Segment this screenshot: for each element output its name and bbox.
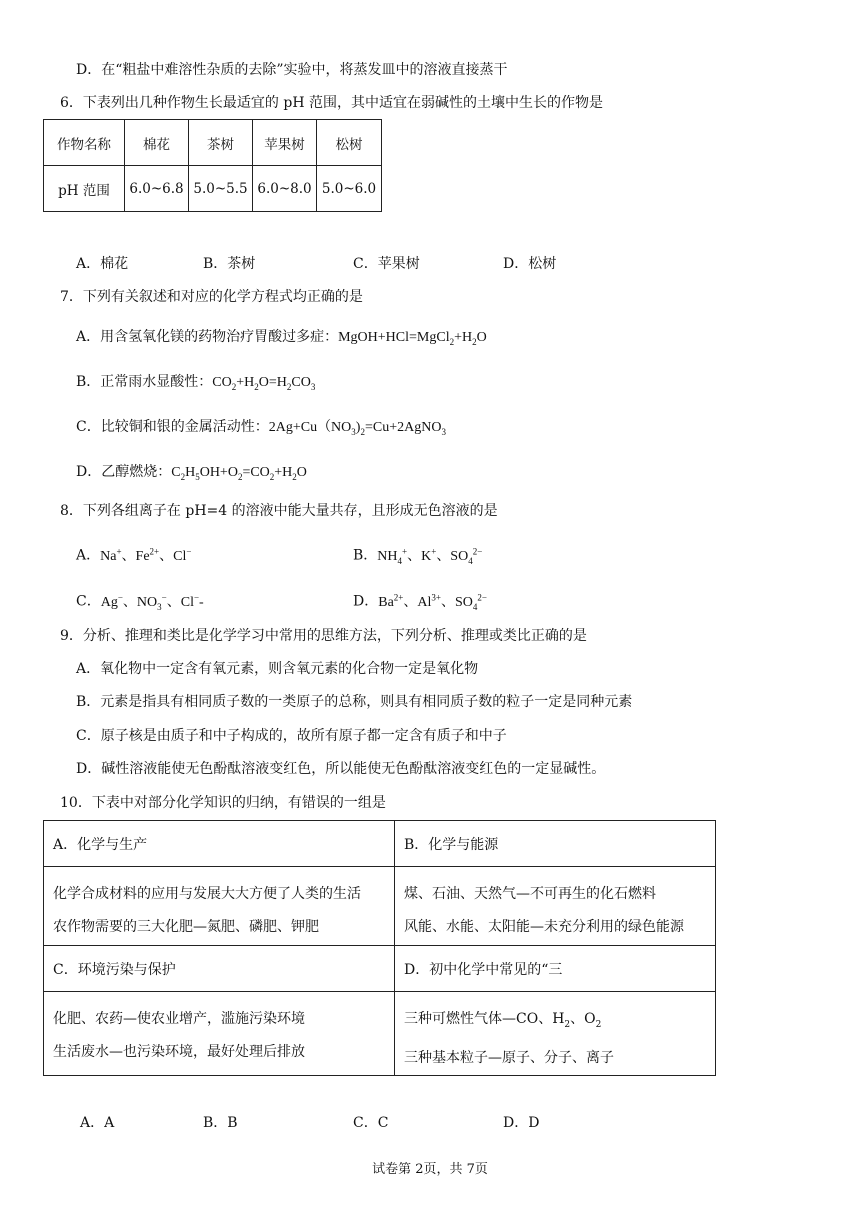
q7-option-c-text: C．比较铜和银的金属活动性： <box>76 419 269 435</box>
q10-cell-c-body <box>44 992 395 1076</box>
q6-cell-header: 作物名称 <box>44 120 125 166</box>
q7-option-a-text: A．用含氢氧化镁的药物治疗胃酸过多症： <box>76 329 339 345</box>
q7-option-c-equation: $2Ag+Cu(NO_3)_2=Cu+2AgNO_3$ <box>268 420 446 437</box>
q8-option-a-label: A． <box>76 547 101 564</box>
q6-stem: 6．下表列出几种作物生长最适宜的 pH 范围，其中适宜在弱碱性的土壤中生长的作物是 <box>60 95 603 111</box>
q6-cell-crop: 苹果树 <box>253 120 317 166</box>
q6-cell-ph: 6.0~8.0 <box>253 166 317 212</box>
q6-cell-crop: 棉花 <box>125 120 189 166</box>
q5-option-d: D．在“粗盐中难溶性杂质的去除”实验中，将蒸发皿中的溶液直接蒸干 <box>76 62 508 78</box>
q8-option-a[interactable] <box>76 541 191 567</box>
q7-option-c[interactable] <box>76 417 446 442</box>
q8-option-c-label: C． <box>76 593 101 610</box>
q6-cell-crop: 茶树 <box>189 120 253 166</box>
q6-cell-header: pH 范围 <box>44 166 125 212</box>
q6-cell-crop: 松树 <box>317 120 382 166</box>
q10-cell-c-head: C．环境污染与保护 <box>44 946 395 992</box>
q7-option-a[interactable] <box>76 327 487 352</box>
q10-stem: 10．下表中对部分化学知识的归纳，有错误的一组是 <box>60 795 386 811</box>
q8-option-a-ions: Na+、$Fe^{2+}$、Cl− <box>100 546 192 564</box>
q8-option-c[interactable] <box>76 587 204 616</box>
q7-option-b-text: B．正常雨水显酸性： <box>76 374 213 390</box>
q10-cell-d-head: D．初中化学中常见的“三 <box>395 946 716 992</box>
q7-option-d-equation: $C_2H_5OH+O_2=CO_2+H_2O$ <box>171 465 307 482</box>
q9-option-a[interactable]: A．氧化物中一定含有氧元素，则含氧元素的化合物一定是氧化物 <box>76 661 479 677</box>
q7-option-d-text: D．乙醇燃烧： <box>76 464 172 480</box>
q10-b-line: 煤、石油、天然气—不可再生的化石燃料 <box>404 886 656 902</box>
q10-cell-b-body <box>395 867 716 946</box>
q7-option-d[interactable] <box>76 462 307 487</box>
q6-cell-ph: 5.0~6.0 <box>317 166 382 212</box>
q10-d-line <box>404 1003 715 1042</box>
q10-d-line1-mid: 、O <box>570 1011 596 1027</box>
q8-option-b-label: B． <box>353 547 378 564</box>
q8-option-d-ions: $Ba^{2+}$、$Al^{3+}$、$SO_4^{2-}$ <box>378 592 487 612</box>
q7-option-b-equation: $CO_2+H_2O=H_2CO_3$ <box>212 375 316 392</box>
q10-c-line: 化肥、农药—使农业增产，滥施污染环境 <box>53 1011 305 1027</box>
q10-c-line: 生活废水—也污染环境，最好处理后排放 <box>53 1044 305 1060</box>
q6-option-d[interactable]: D．松树 <box>503 256 557 272</box>
q7-option-a-equation: $MgOH+HCl=MgCl_2+H_2O$ <box>338 330 487 347</box>
q8-option-b-ions: $NH_4^+$、K+、$SO_4^{2-}$ <box>377 546 483 566</box>
q6-cell-ph: 5.0~5.5 <box>189 166 253 212</box>
q10-d-line1-prefix: 三种可燃性气体—CO、H <box>404 1011 565 1027</box>
q10-d-line1-sub2: 2 <box>595 1019 602 1030</box>
q8-option-c-ions: Ag−、$NO_3^-$、Cl−- <box>100 592 204 612</box>
q6-option-b[interactable]: B．茶树 <box>203 256 256 272</box>
q10-d-line: 三种基本粒子—原子、分子、离子 <box>404 1049 614 1066</box>
q6-cell-ph: 6.0~6.8 <box>125 166 189 212</box>
q6-option-a[interactable]: A．棉花 <box>76 256 129 272</box>
page-footer: 试卷第 2页，共 7页 <box>372 1162 488 1177</box>
q9-option-b[interactable]: B．元素是指具有相同质子数的一类原子的总称，则具有相同质子数的粒子一定是同种元素 <box>76 694 633 710</box>
q10-option-b[interactable]: B．B <box>203 1115 238 1131</box>
q9-option-d[interactable]: D．碱性溶液能使无色酚酞溶液变红色，所以能使无色酚酞溶液变红色的一定显碱性。 <box>76 761 606 777</box>
q10-a-line: 化学合成材料的应用与发展大大方便了人类的生活 <box>53 886 361 902</box>
q10-a-line: 农作物需要的三大化肥—氮肥、磷肥、钾肥 <box>53 919 319 935</box>
q8-option-b[interactable] <box>353 541 482 570</box>
q10-cell-a-head: A．化学与生产 <box>44 821 395 867</box>
q6-option-c[interactable]: C．苹果树 <box>353 256 420 272</box>
q10-option-a[interactable]: A．A <box>80 1115 115 1131</box>
q10-option-c[interactable]: C．C <box>353 1115 389 1131</box>
q9-option-c[interactable]: C．原子核是由质子和中子构成的，故所有原子都一定含有质子和中子 <box>76 728 507 744</box>
q7-option-b[interactable] <box>76 372 315 397</box>
q8-stem: 8．下列各组离子在 pH=4 的溶液中能大量共存，且形成无色溶液的是 <box>60 503 498 519</box>
q10-cell-d-body <box>395 992 716 1076</box>
q8-option-d[interactable] <box>353 587 487 616</box>
q9-stem: 9．分析、推理和类比是化学学习中常用的思维方法，下列分析、推理或类比正确的是 <box>60 628 587 644</box>
q8-option-d-label: D． <box>353 593 379 610</box>
q10-cell-b-head: B．化学与能源 <box>395 821 716 867</box>
q10-option-d[interactable]: D．D <box>503 1115 540 1131</box>
q10-cell-a-body <box>44 867 395 946</box>
q7-stem: 7．下列有关叙述和对应的化学方程式均正确的是 <box>60 289 363 305</box>
q10-table <box>43 820 716 1076</box>
q10-b-line: 风能、水能、太阳能—未充分利用的绿色能源 <box>404 919 684 935</box>
q6-table <box>43 119 382 212</box>
q10-d-line1-sub: 2 <box>564 1019 571 1030</box>
